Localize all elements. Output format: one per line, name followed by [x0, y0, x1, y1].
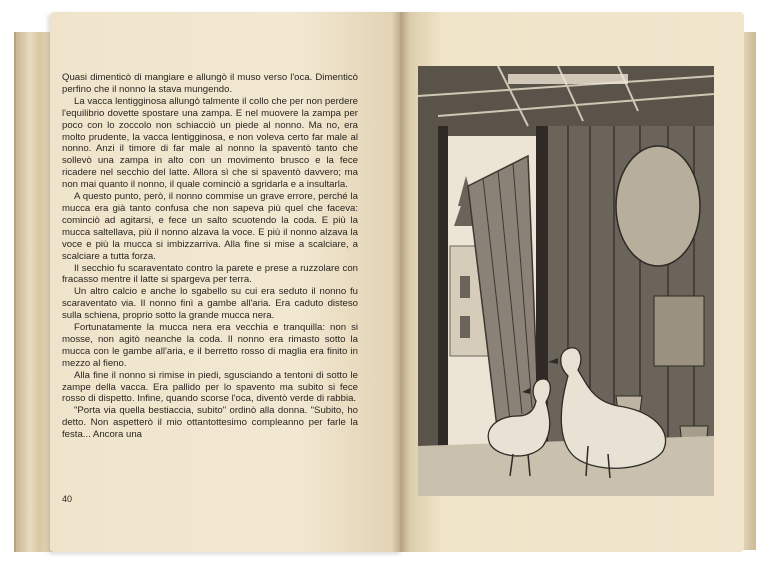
- illustration-barn-geese: [418, 66, 714, 496]
- paragraph: Alla fine il nonno si rimise in piedi, sgusciando a tentoni di sotto le zampe della vacca. Era pallido per lo spavento ma subito si fece rosso di dispetto. Infine, quando scorse l'oca, diventò verde di rabbia.: [62, 369, 358, 405]
- hanging-barrel: [616, 146, 700, 266]
- story-text: [62, 72, 358, 441]
- page-number: 40: [62, 494, 73, 504]
- roof-light: [508, 74, 628, 84]
- house-window: [460, 316, 470, 338]
- shelf-crate: [654, 296, 704, 366]
- paragraph: Fortunatamente la mucca nera era vecchia e tranquilla: non si mosse, non agitò neanche la coda. Il nonno era rimasto sotto la mucca con le gambe all'aria, e il berretto rosso di maglia era finito in mezzo al fieno.: [62, 322, 358, 369]
- page-stack-right: [742, 32, 756, 550]
- paragraph: Il secchio fu scaraventato contro la parete e prese a ruzzolare con fracasso mentre il latte si spargeva per terra.: [62, 262, 358, 286]
- house-window: [460, 276, 470, 298]
- paragraph: Un altro calcio e anche lo sgabello su cui era seduto il nonno fu scaraventato via. Il nonno finì a gambe all'aria. Era caduto disteso sulla schiena, proprio sotto la grande mucca nera.: [62, 286, 358, 322]
- paragraph: "Porta via quella bestiaccia, subito" ordinò alla donna. "Subito, ho detto. Non aspetterò il mio ottantottesimo compleanno per farle la festa... Ancora una: [62, 405, 358, 441]
- door-post-left: [438, 126, 448, 476]
- paragraph: La vacca lentigginosa allungò talmente il collo che per non perdere l'equilibrio dovette spostare una zampa. E nel muovere la zampa per poco con lo zoccolo non schiacciò un piede al nonno. Ma no, era molto prudente, la vacca lentigginosa, e non voleva certo far male al nonno. Anzi il timore di far male al nonno la spaventò tanto che sollevò una zampa in alto con un movimento brusco e la fece ricadere nel secchio del latte. Allora sì che si spaventò davvero; ma non mai quanto il nonno, il quale cominciò a sgridarla e a insultarla.: [62, 95, 358, 191]
- paragraph: Quasi dimenticò di mangiare e allungò il muso verso l'oca. Dimenticò perfino che il nonno la stava mungendo.: [62, 72, 358, 95]
- barn-illustration-svg: [418, 66, 714, 496]
- paragraph: A questo punto, però, il nonno commise un grave errore, perché la mucca era già tanto confusa che non sapeva più quel che faceva: cominciò ad agitarsi, e fece un salto scuotendo la coda. E più la mucca saltellava, più il nonno alzava la voce. E più il nonno alzava la voce e più la mucca si imbizzarriva. Alla fine si mise a scalciare, a scalciare a tutta forza.: [62, 191, 358, 262]
- book-gutter: [392, 12, 410, 552]
